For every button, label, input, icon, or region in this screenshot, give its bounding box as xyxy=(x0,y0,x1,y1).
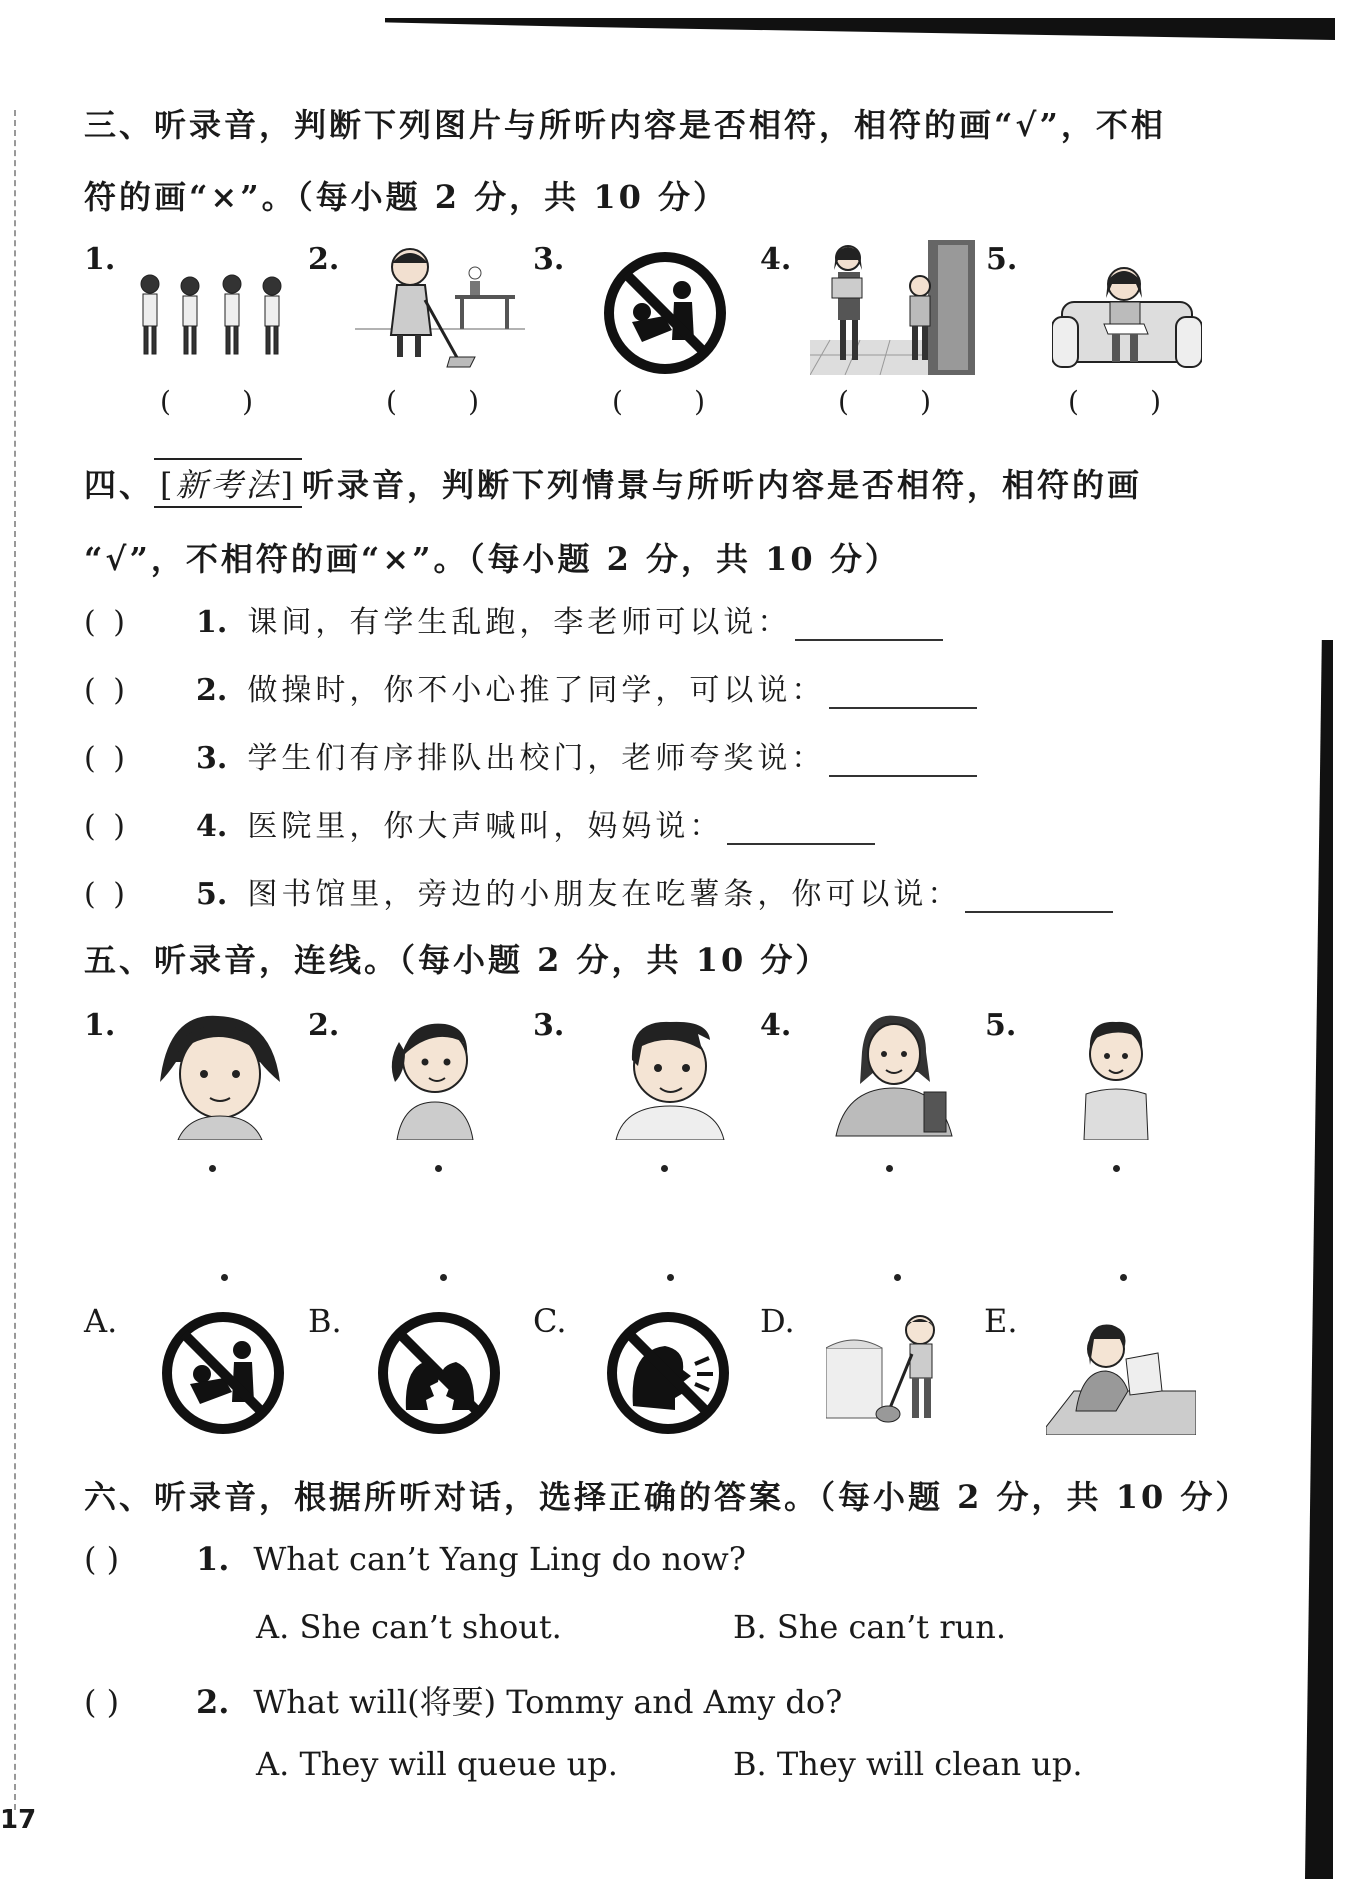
answer-paren[interactable]: ( ) xyxy=(84,809,129,844)
answer-paren[interactable]: ( ) xyxy=(84,877,129,912)
new-method-tag: [ 新考法 ] xyxy=(154,458,302,508)
question-number: 5. xyxy=(196,877,228,912)
s5-top-dot-4[interactable] xyxy=(886,1165,893,1172)
section4-instructions xyxy=(84,458,1142,580)
s5-bottom-dot-4[interactable] xyxy=(894,1274,901,1281)
s6-q2-option-a: A. They will queue up. xyxy=(256,1745,618,1783)
question-text: 课间，有学生乱跑，李老师可以说： xyxy=(247,605,792,640)
no-shouting-sign-c xyxy=(605,1310,731,1436)
answer-blank[interactable] xyxy=(829,705,977,709)
answer-blank[interactable] xyxy=(829,773,977,777)
s6-question-2 xyxy=(84,1677,842,1723)
section4-prefix: 四、 xyxy=(84,466,155,504)
no-pushing-sign xyxy=(602,250,728,376)
s4-question-1 xyxy=(84,597,943,641)
question-text: 学生们有序排队出校门，老师夸奖说： xyxy=(247,741,826,776)
section3-line1: 三、听录音，判断下列图片与所听内容是否相符，相符的画“√”，不相 xyxy=(84,106,1166,144)
question-number: 1. xyxy=(196,1540,230,1578)
question-text: What can’t Yang Ling do now? xyxy=(253,1540,746,1578)
s5-top-dot-1[interactable] xyxy=(209,1165,216,1172)
answer-paren[interactable]: ( ) xyxy=(84,1540,120,1578)
s3-answer-paren-1[interactable]: ( ) xyxy=(160,385,254,418)
s6-question-1 xyxy=(84,1540,746,1578)
s3-answer-paren-4[interactable]: ( ) xyxy=(838,385,932,418)
boy-vacuuming-picture xyxy=(826,1308,961,1433)
teacher-boy-door-picture xyxy=(810,240,975,375)
question-text: 图书馆里，旁边的小朋友在吃薯条，你可以说： xyxy=(247,877,962,912)
s5-number-3: 3. xyxy=(533,1008,565,1043)
answer-paren[interactable]: ( ) xyxy=(84,605,129,640)
s5-letter-c: C. xyxy=(533,1302,567,1340)
answer-paren[interactable]: ( ) xyxy=(84,741,129,776)
s5-number-5: 5. xyxy=(985,1008,1017,1043)
girl-reading-sofa-picture xyxy=(1052,262,1202,370)
s4-question-3 xyxy=(84,733,977,777)
answer-paren[interactable]: ( ) xyxy=(84,1683,120,1721)
s6-q2-option-b: B. They will clean up. xyxy=(733,1745,1083,1783)
girl-sweeping-picture xyxy=(355,245,525,370)
s4-question-5 xyxy=(84,869,1113,913)
no-talking-sign-b xyxy=(376,1310,502,1436)
woman-with-bag-portrait xyxy=(826,1012,961,1140)
boy-short-hair-portrait xyxy=(1076,1010,1156,1140)
question-text: 医院里，你大声喊叫，妈妈说： xyxy=(247,809,724,844)
s5-top-dot-2[interactable] xyxy=(435,1165,442,1172)
s4-question-2 xyxy=(84,665,977,709)
girl-reading-table-picture xyxy=(1046,1315,1196,1435)
s3-answer-paren-2[interactable]: ( ) xyxy=(386,385,480,418)
s5-bottom-dot-2[interactable] xyxy=(440,1274,447,1281)
s5-number-1: 1. xyxy=(84,1008,116,1043)
s5-number-4: 4. xyxy=(760,1008,792,1043)
s5-bottom-dot-1[interactable] xyxy=(221,1274,228,1281)
s3-number-1: 1. xyxy=(84,242,116,277)
section4-line1: 听录音，判断下列情景与所听内容是否相符，相符的画 xyxy=(302,466,1143,504)
girl-ponytail-portrait xyxy=(385,1012,485,1140)
section6-title: 六、听录音，根据所听对话，选择正确的答案。（每小题 2 分，共 10 分） xyxy=(84,1478,1251,1516)
s3-number-3: 3. xyxy=(533,242,565,277)
right-edge-shadow xyxy=(1305,640,1333,1879)
s4-question-4 xyxy=(84,801,875,845)
no-pushing-sign-a xyxy=(160,1310,286,1436)
s5-bottom-dot-3[interactable] xyxy=(667,1274,674,1281)
s3-answer-paren-3[interactable]: ( ) xyxy=(612,385,706,418)
answer-blank[interactable] xyxy=(727,841,875,845)
question-number: 1. xyxy=(196,605,228,640)
boy-spiky-hair-portrait xyxy=(612,1010,727,1140)
s5-letter-b: B. xyxy=(308,1302,342,1340)
s6-q1-option-b: B. She can’t run. xyxy=(733,1608,1006,1646)
s6-q1-option-a: A. She can’t shout. xyxy=(256,1608,562,1646)
section3-instructions xyxy=(84,100,1166,218)
woman-short-hair-portrait xyxy=(148,1012,288,1140)
section4-line2: “√”，不相符的画“×”。（每小题 2 分，共 10 分） xyxy=(84,540,900,578)
question-number: 2. xyxy=(196,673,228,708)
s5-bottom-dot-5[interactable] xyxy=(1120,1274,1127,1281)
s3-answer-paren-5[interactable]: ( ) xyxy=(1068,385,1162,418)
s3-number-5: 5. xyxy=(986,242,1018,277)
s5-letter-e: E. xyxy=(984,1302,1018,1340)
section5-title: 五、听录音，连线。（每小题 2 分，共 10 分） xyxy=(84,941,831,979)
question-number: 4. xyxy=(196,809,228,844)
s5-letter-d: D. xyxy=(760,1302,795,1340)
answer-blank[interactable] xyxy=(965,909,1113,913)
section3-line2: 符的画“×”。（每小题 2 分，共 10 分） xyxy=(84,178,728,216)
question-number: 3. xyxy=(196,741,228,776)
question-text: 做操时，你不小心推了同学，可以说： xyxy=(247,673,826,708)
s3-number-2: 2. xyxy=(308,242,340,277)
children-queue-picture xyxy=(130,270,290,360)
s5-letter-a: A. xyxy=(84,1302,118,1340)
question-text: What will(将要) Tommy and Amy do? xyxy=(253,1683,843,1721)
s5-top-dot-3[interactable] xyxy=(661,1165,668,1172)
s5-number-2: 2. xyxy=(308,1008,340,1043)
s5-top-dot-5[interactable] xyxy=(1113,1165,1120,1172)
top-edge-shadow xyxy=(385,18,1335,40)
page-number: 17 xyxy=(0,1805,37,1835)
question-number: 2. xyxy=(196,1683,230,1721)
answer-blank[interactable] xyxy=(795,637,943,641)
binding-dashed-line xyxy=(14,110,16,1810)
s3-number-4: 4. xyxy=(760,242,792,277)
answer-paren[interactable]: ( ) xyxy=(84,673,129,708)
